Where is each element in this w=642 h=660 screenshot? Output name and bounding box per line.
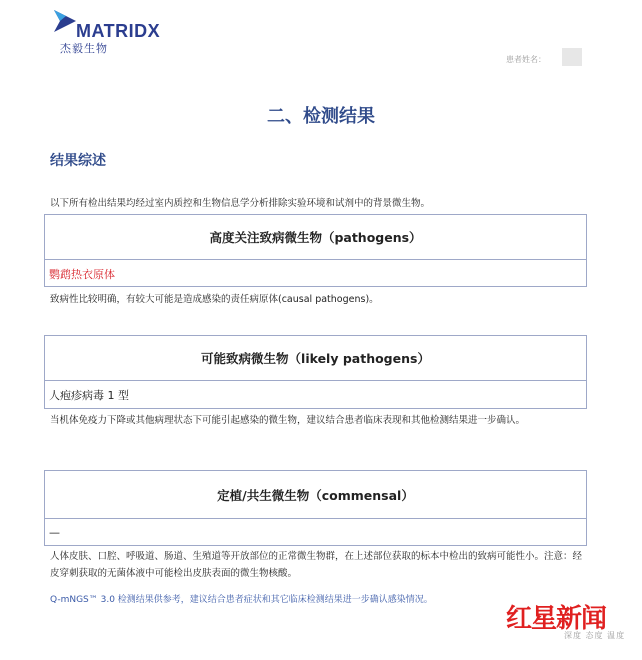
intro-text: 以下所有检出结果均经过室内质控和生物信息学分析排除实验环境和试剂中的背景微生物。 bbox=[50, 198, 431, 209]
brand-subtitle: 杰毅生物 bbox=[60, 42, 108, 55]
pathogens-note: 致病性比较明确，有较大可能是造成感染的责任病原体(causal pathogens)。 bbox=[50, 294, 379, 305]
section-title: 二、检测结果 bbox=[267, 106, 375, 127]
likely-pathogens-table-row: 人疱疹病毒 1 型 bbox=[49, 388, 129, 402]
patient-name-label: 患者姓名： bbox=[506, 55, 546, 64]
likely-pathogens-table-header: 可能致病微生物（likely pathogens） bbox=[45, 336, 586, 381]
watermark-logo: 红星新闻 bbox=[506, 604, 607, 634]
commensal-note: 人体皮肤、口腔、呼吸道、肠道、生殖道等开放部位的正常微生物群，在上述部位获取的标本中检出的致病可能性小。注意：经皮穿刺获取的无菌体液中可能检出皮肤表面的微生物核酸。 bbox=[50, 551, 583, 579]
brand-name: MATRIDX bbox=[76, 21, 161, 41]
footer-disclaimer: Q-mNGS™ 3.0 检测结果供参考，建议结合患者症状和其它临床检测结果进一步确认感染情况。 bbox=[50, 595, 433, 605]
likely-pathogens-note: 当机体免疫力下降或其他病理状态下可能引起感染的微生物，建议结合患者临床表现和其他检测结果进一步确认。 bbox=[50, 415, 526, 426]
pathogens-table-header: 高度关注致病微生物（pathogens） bbox=[45, 215, 586, 260]
likely-pathogens-table bbox=[44, 335, 587, 409]
commensal-table-row: — bbox=[49, 526, 60, 539]
pathogens-table-row: 鹦鹉热衣原体 bbox=[49, 267, 115, 281]
summary-heading: 结果综述 bbox=[50, 153, 106, 169]
commensal-table bbox=[44, 470, 587, 546]
matridx-logo-icon bbox=[54, 10, 76, 32]
patient-name-redacted bbox=[562, 48, 582, 66]
commensal-table-header: 定植/共生微生物（commensal） bbox=[45, 471, 586, 519]
watermark-slogan: 深度 态度 温度 bbox=[564, 631, 626, 640]
pathogens-table bbox=[44, 214, 587, 287]
